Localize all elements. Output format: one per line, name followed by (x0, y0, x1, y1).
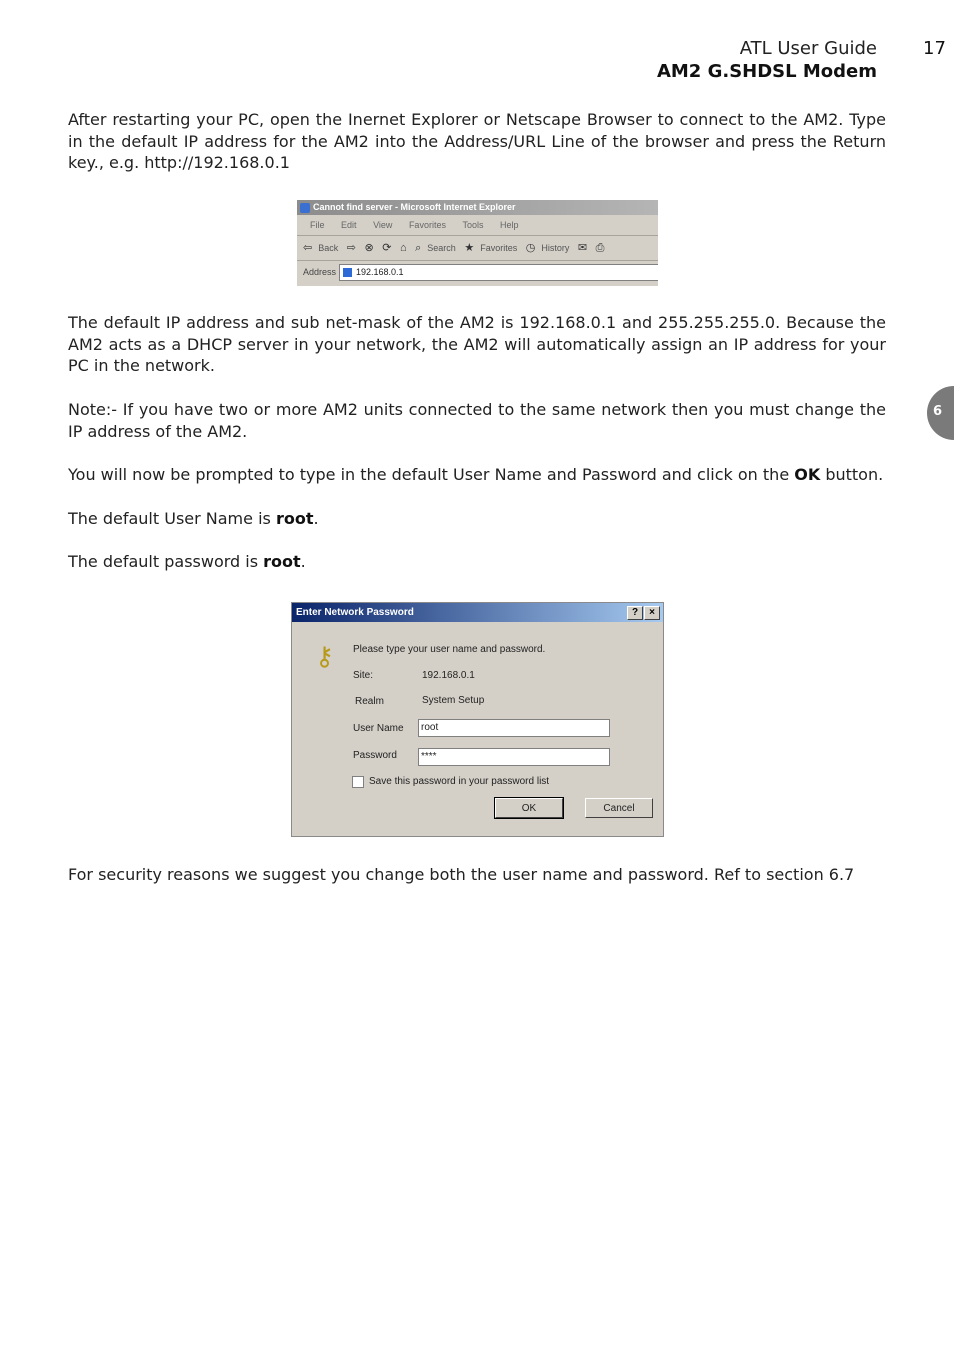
site-label: Site: (353, 670, 374, 681)
header-title: ATL User Guide (739, 38, 877, 59)
paragraph-default-password (68, 551, 886, 573)
menu-help[interactable]: Help (500, 220, 519, 230)
save-password-label: Save this password in your password list (369, 776, 550, 787)
browser-toolbar (297, 236, 658, 261)
password-text: The default password is (68, 552, 264, 571)
paragraph-default-ip: The default IP address and sub net-mask of the AM2 is 192.168.0.1 and 255.255.255.0. Because the AM2 acts as a DHCP server in your network, the AM2 will automatically assign an IP address for your PC in the network. (68, 313, 886, 375)
network-password-dialog (291, 602, 664, 837)
close-button[interactable]: × (644, 606, 660, 620)
browser-title-bar (297, 200, 658, 215)
paragraph-prompt (68, 464, 886, 486)
print-icon[interactable]: ⎙ (595, 242, 605, 254)
paragraph-intro: After restarting your PC, open the Inernet Explorer or Netscape Browser to connect to the AM2. Type in the default IP address for the AM2 into the Address/URL Line of the browser and press the Return key., e.g. http://192.168.0.1 (68, 110, 886, 172)
section-tab (927, 386, 954, 440)
menu-tools[interactable]: Tools (462, 220, 484, 230)
back-button[interactable]: Back (318, 243, 339, 253)
username-label: User Name (353, 723, 404, 734)
paragraph-note: Note:- If you have two or more AM2 units connected to the same network then you must change the IP address of the AM2. (68, 400, 886, 441)
username-bold: root (275, 509, 314, 528)
address-bar (297, 261, 658, 283)
keys-icon: ⚷ (315, 641, 335, 671)
browser-screenshot (297, 200, 658, 286)
menu-file[interactable]: File (310, 220, 325, 230)
address-label: Address (303, 267, 337, 277)
search-icon[interactable]: ⌕ (415, 242, 422, 254)
header-subtitle: AM2 G.SHDSL Modem (656, 61, 877, 82)
cancel-button[interactable]: Cancel (585, 798, 653, 818)
paragraph-default-username (68, 508, 886, 530)
menu-edit[interactable]: Edit (341, 220, 357, 230)
dialog-title: Enter Network Password (296, 607, 414, 618)
dialog-title-bar (292, 603, 663, 622)
browser-menu-bar (297, 215, 658, 236)
prompt-text-end: button. (820, 465, 884, 484)
menu-view[interactable]: View (373, 220, 393, 230)
mail-icon[interactable]: ✉ (577, 242, 588, 254)
ok-button[interactable]: OK (495, 798, 563, 818)
forward-arrow-icon[interactable]: ⇨ (346, 242, 356, 254)
prompt-ok-bold: OK (794, 465, 821, 484)
back-arrow-icon[interactable]: ⇦ (303, 242, 313, 254)
realm-label: Realm (355, 696, 384, 707)
username-text: The default User Name is (68, 509, 276, 528)
password-period: . (300, 552, 306, 571)
stop-icon[interactable]: ⊗ (364, 242, 374, 254)
page-icon (343, 268, 352, 277)
favorites-button[interactable]: Favorites (480, 243, 518, 253)
address-value: 192.168.0.1 (356, 267, 404, 277)
paragraph-security: For security reasons we suggest you change both the user name and password. Ref to section 6.7 (68, 865, 855, 884)
password-input[interactable]: **** (418, 748, 610, 766)
browser-window-title: Cannot find server - Microsoft Internet Explorer (313, 202, 516, 212)
history-icon[interactable]: ◷ (525, 242, 536, 254)
help-button[interactable]: ? (627, 606, 643, 620)
ie-icon (300, 203, 310, 213)
password-bold: root (263, 552, 301, 571)
history-button[interactable]: History (541, 243, 570, 253)
address-input[interactable] (339, 264, 658, 281)
prompt-text: You will now be prompted to type in the default User Name and Password and click on the (68, 465, 795, 484)
username-input[interactable]: root (418, 719, 610, 737)
dialog-prompt: Please type your user name and password. (353, 644, 546, 655)
realm-value: System Setup (422, 695, 485, 706)
section-tab-label: 6 (933, 404, 943, 419)
site-value: 192.168.0.1 (422, 670, 475, 681)
username-period: . (313, 509, 319, 528)
menu-favorites[interactable]: Favorites (408, 220, 446, 230)
refresh-icon[interactable]: ⟳ (382, 242, 392, 254)
save-password-checkbox[interactable] (352, 776, 364, 788)
password-label: Password (353, 750, 397, 761)
page-number: 17 (923, 38, 946, 59)
search-button[interactable]: Search (427, 243, 456, 253)
home-icon[interactable]: ⌂ (399, 242, 407, 254)
favorites-icon[interactable]: ★ (464, 242, 475, 254)
